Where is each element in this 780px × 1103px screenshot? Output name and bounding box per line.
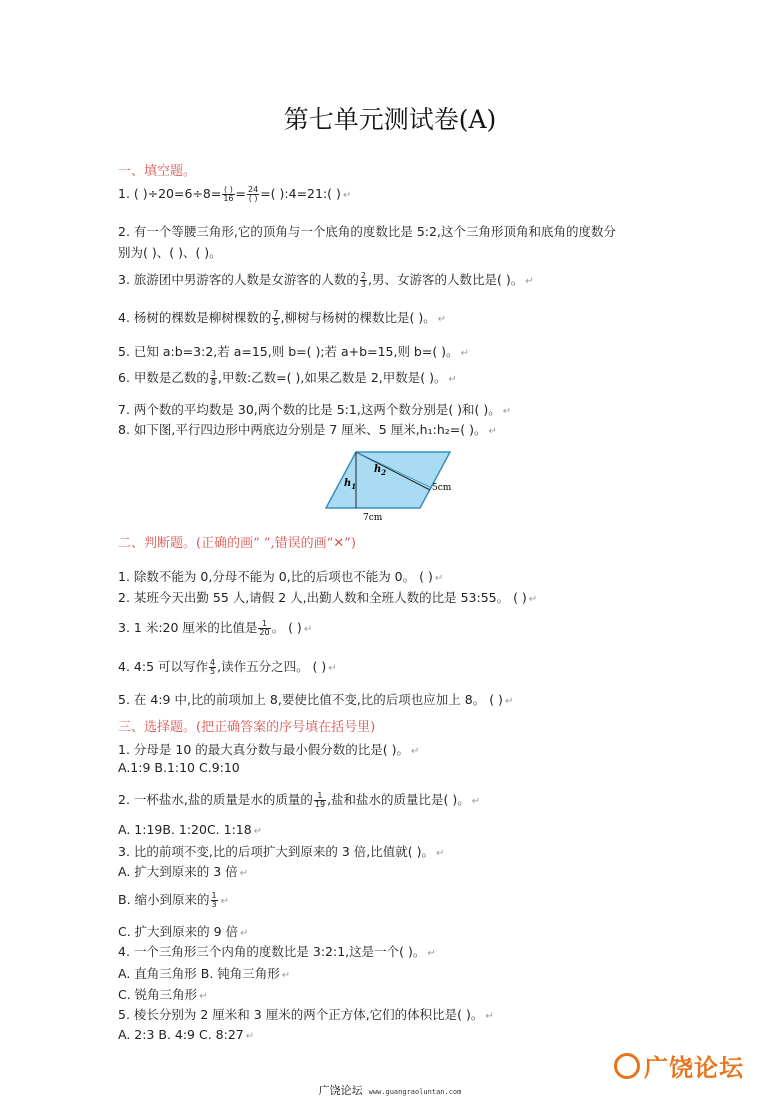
question-3-5: 5. 棱长分别为 2 厘米和 3 厘米的两个正方体,它们的体积比是( )。 ↵ <box>118 1007 494 1022</box>
fraction: $\frac{7}{5}$ <box>273 309 279 327</box>
fraction: $\frac{1}{3}$ <box>211 891 217 909</box>
question-3-3-option-b: B. 缩小到原来的 $\frac{1}{3}$ ↵ <box>118 891 230 909</box>
question-3-5-options: A. 2:3 B. 4:9 C. 8:27 ↵ <box>118 1027 255 1042</box>
page-footer <box>0 1082 780 1098</box>
fraction: $\frac{24}{( )}$ <box>248 185 259 203</box>
fraction: $\frac{3}{8}$ <box>210 369 216 387</box>
parallelogram-figure <box>318 448 468 523</box>
question-3-1-options: A.1:9 B.1:10 C.9:10 <box>118 760 240 775</box>
label-base: 7cm <box>363 513 383 523</box>
question-3-4-option-c: C. 锐角三角形 ↵ <box>118 987 208 1002</box>
section-heading-true-false: 二、判断题。(正确的画“ ”,错误的画“✕”) <box>118 536 356 551</box>
label-side: 5cm <box>432 483 452 493</box>
fraction: $\frac{2}{3}$ <box>360 271 366 289</box>
footer-url[interactable]: www.guangraoluntan.com <box>368 1088 462 1096</box>
fraction: $\frac{1}{20}$ <box>259 619 270 637</box>
question-1-4: 4. 杨树的棵数是柳树棵数的 $\frac{7}{5}$ ,柳树与杨树的棵数比是( )。 ↵ <box>118 309 447 327</box>
question-2-5: 5. 在 4:9 中,比的前项加上 8,要使比值不变,比的后项也应加上 8。 ( ) ↵ <box>118 692 514 707</box>
question-3-2-options: A. 1:19B. 1:20C. 1:18 ↵ <box>118 822 263 837</box>
question-3-3: 3. 比的前项不变,比的后项扩大到原来的 3 倍,比值就( )。 ↵ <box>118 844 445 859</box>
fraction: $\frac{4}{5}$ <box>210 658 216 676</box>
question-1-2-cont: 别为( )、( )、( )。 <box>118 245 222 260</box>
section-heading-multiple-choice: 三、选择题。(把正确答案的序号填在括号里) <box>118 720 376 735</box>
fraction: $\frac{( )}{16}$ <box>223 185 234 203</box>
question-3-1: 1. 分母是 10 的最大真分数与最小假分数的比是( )。 ↵ <box>118 742 420 757</box>
question-2-2: 2. 某班今天出勤 55 人,请假 2 人,出勤人数和全班人数的比是 53:55。 ( ) ↵ <box>118 590 538 605</box>
question-1-1: 1. ( )÷20=6÷8= $\frac{( )}{16}$ = $\frac{24}{( )}$ =( ):4=21:( ) ↵ <box>118 185 352 203</box>
question-2-3: 3. 1 米:20 厘米的比值是 $\frac{1}{20}$ 。 ( ) ↵ <box>118 619 313 637</box>
section-heading-fill-blank: 一、填空题。 <box>118 164 197 179</box>
question-3-4-options-ab: A. 直角三角形 B. 钝角三角形 ↵ <box>118 966 291 981</box>
question-2-1: 1. 除数不能为 0,分母不能为 0,比的后项也不能为 0。 ( ) ↵ <box>118 569 444 584</box>
question-1-6: 6. 甲数是乙数的 $\frac{3}{8}$ ,甲数:乙数=( ),如果乙数是 2,甲数是( )。 ↵ <box>118 369 457 387</box>
question-1-8: 8. 如下图,平行四边形中两底边分别是 7 厘米、5 厘米,h₁:h₂=( )。 ↵ <box>118 422 497 437</box>
question-1-7: 7. 两个数的平均数是 30,两个数的比是 5:1,这两个数分别是( )和( )。 ↵ <box>118 402 512 417</box>
fraction: $\frac{1}{19}$ <box>314 791 326 809</box>
logo-icon <box>614 1053 640 1079</box>
question-3-3-option-c: C. 扩大到原来的 9 倍 ↵ <box>118 924 249 939</box>
label-h1: $h_1$ <box>344 478 357 491</box>
question-1-5: 5. 已知 a:b=3:2,若 a=15,则 b=( );若 a+b=15,则 b=( )。 ↵ <box>118 344 469 359</box>
question-2-4: 4. 4:5 可以写作 $\frac{4}{5}$ ,读作五分之四。 ( ) ↵ <box>118 658 337 676</box>
question-3-2: 2. 一杯盐水,盐的质量是水的质量的 $\frac{1}{19}$ ,盐和盐水的质量比是( )。 ↵ <box>118 791 481 809</box>
question-3-4: 4. 一个三角形三个内角的度数比是 3:2:1,这是一个( )。 ↵ <box>118 944 436 959</box>
page-title: 第七单元测试卷(A) <box>283 105 497 134</box>
question-1-3: 3. 旅游团中男游客的人数是女游客的人数的 $\frac{2}{3}$ ,男、女游客的人数比是( )。 ↵ <box>118 271 534 289</box>
site-logo: 广饶论坛 <box>614 1048 744 1083</box>
question-1-2: 2. 有一个等腰三角形,它的顶角与一个底角的度数比是 5:2,这个三角形顶角和底角的度数分 <box>118 224 616 239</box>
question-3-3-option-a: A. 扩大到原来的 3 倍 ↵ <box>118 864 249 879</box>
label-h2: $h_2$ <box>374 464 387 477</box>
footer-site-name: 广饶论坛 <box>318 1084 363 1097</box>
